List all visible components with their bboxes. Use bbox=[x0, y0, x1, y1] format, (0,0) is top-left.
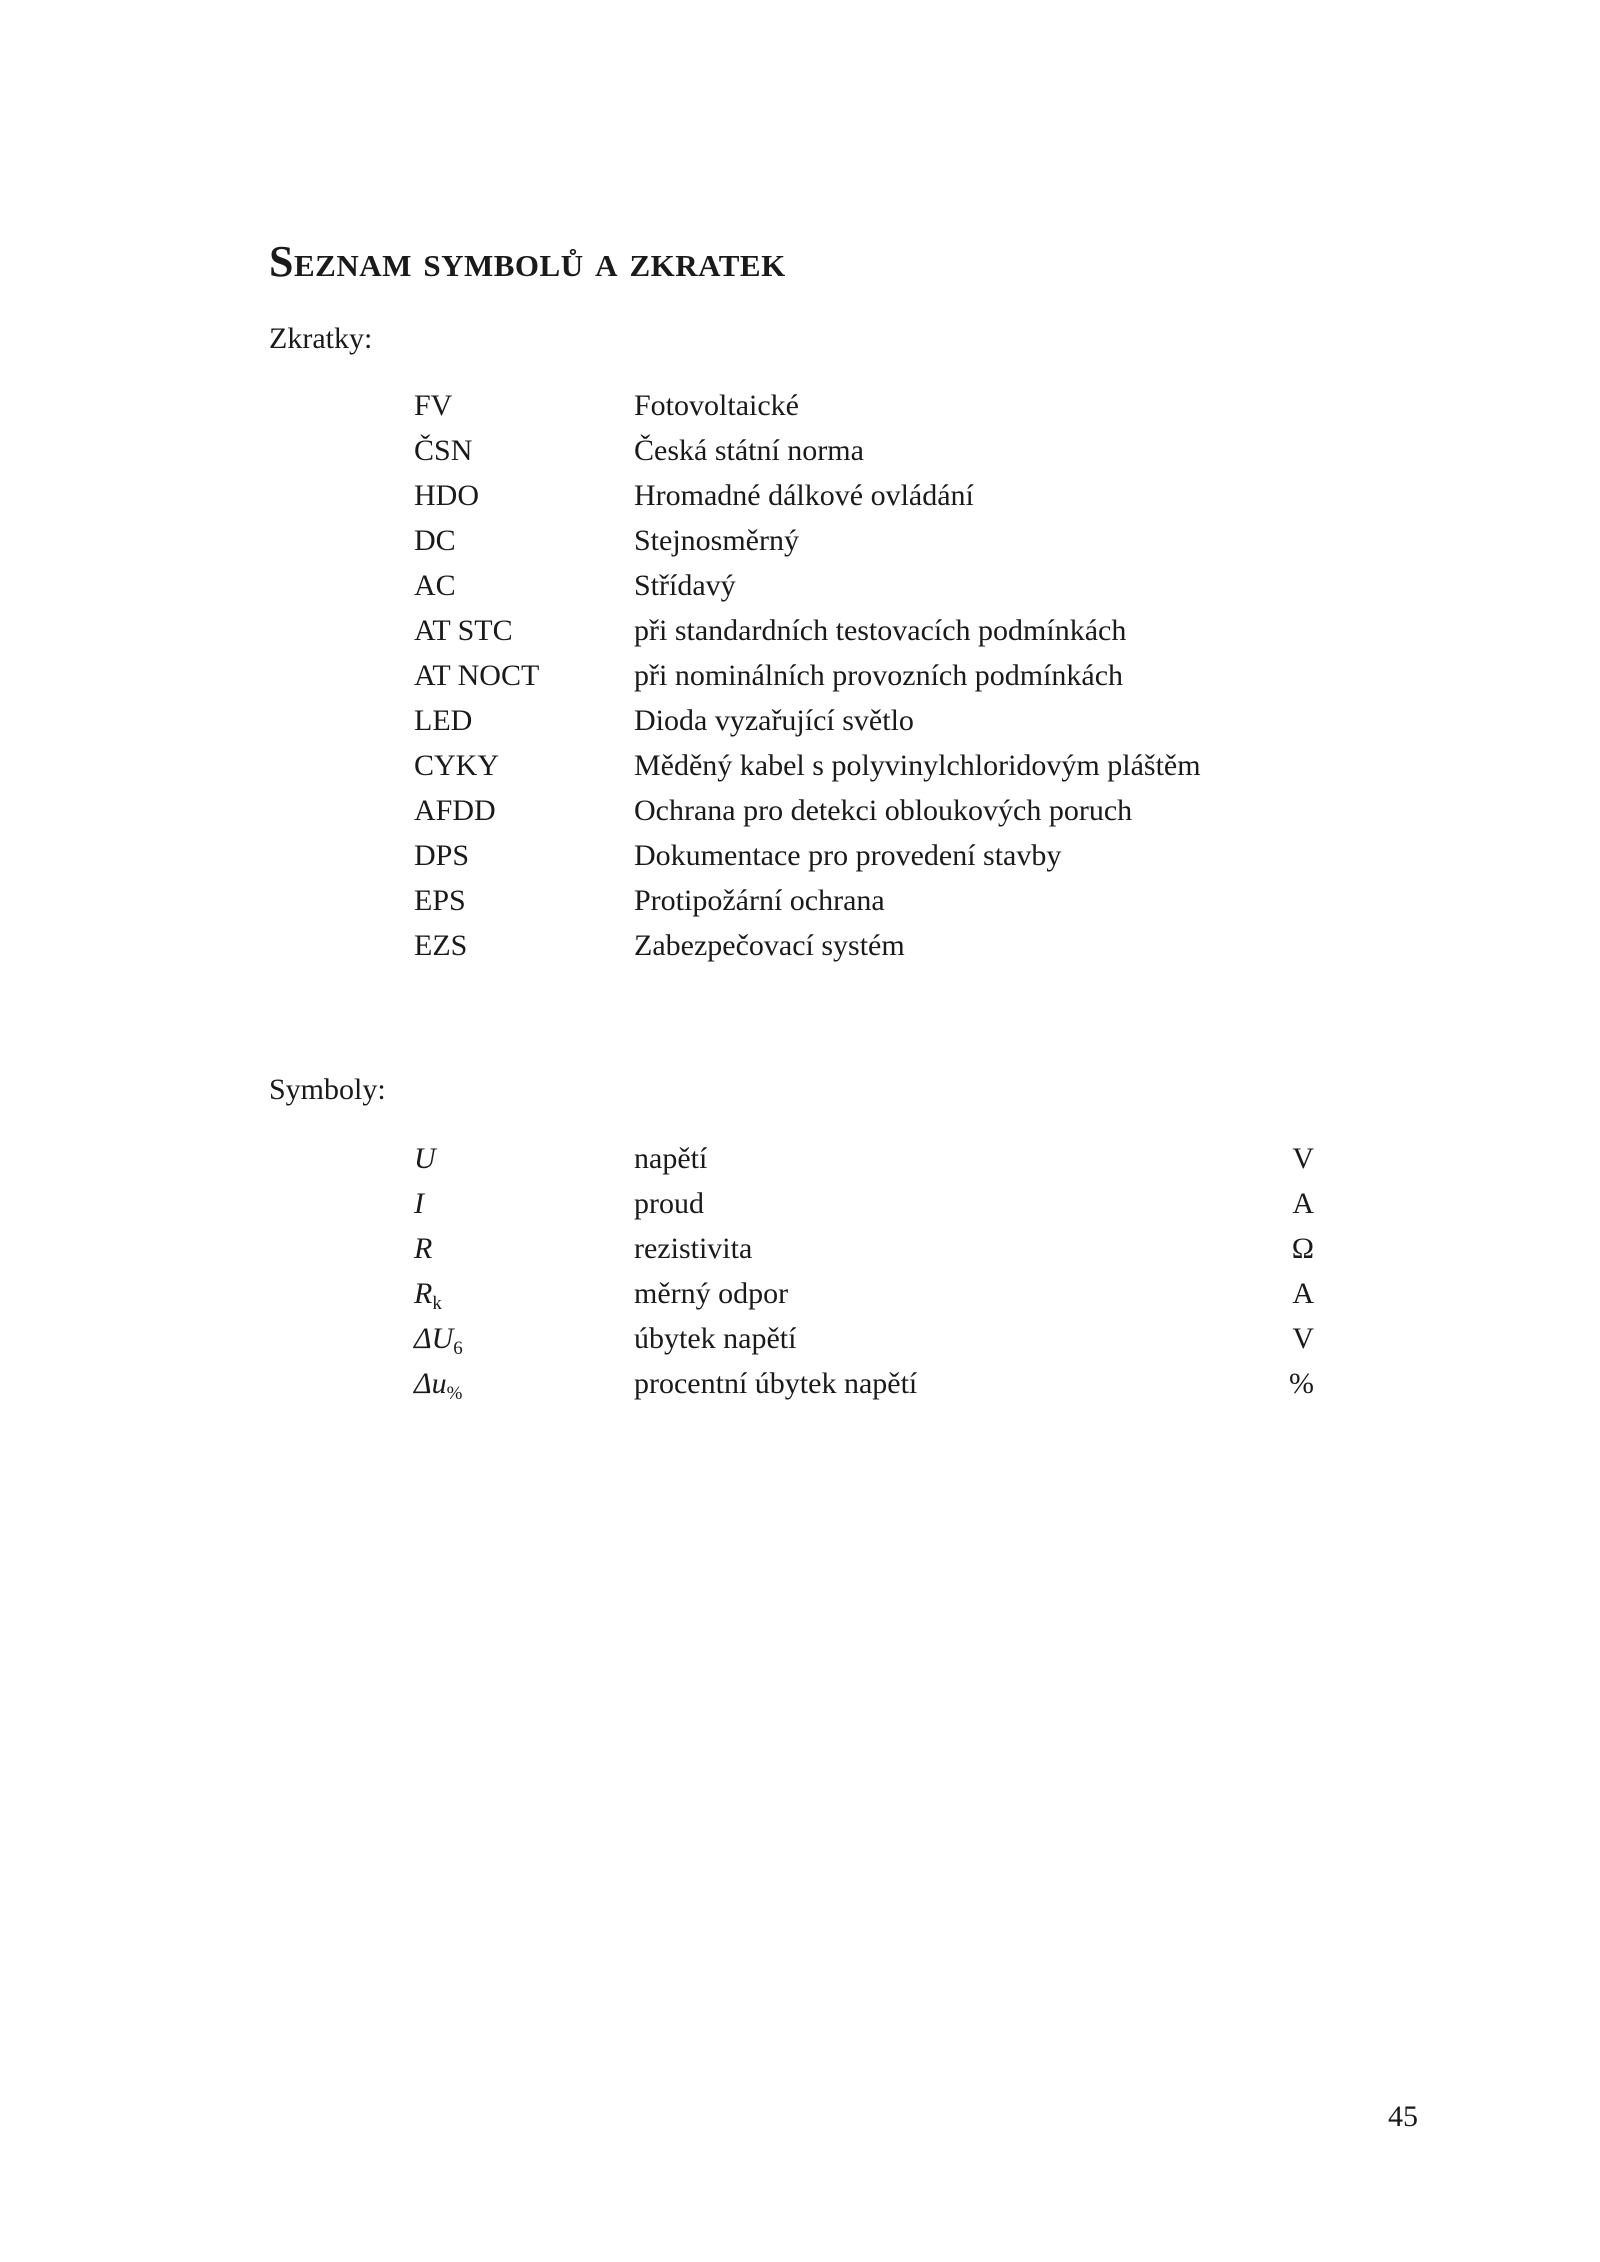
symbol-base: Δu bbox=[414, 1367, 447, 1400]
abbreviation: ČSN bbox=[414, 434, 473, 467]
symbol-unit: Ω bbox=[1291, 1232, 1314, 1265]
abbreviation-row bbox=[414, 833, 1314, 878]
symbol-meaning: procentní úbytek napětí bbox=[634, 1367, 918, 1400]
abbreviation: LED bbox=[414, 704, 473, 737]
symbol-row bbox=[414, 1271, 1314, 1316]
symbol-meaning: rezistivita bbox=[634, 1232, 753, 1265]
abbreviation: EPS bbox=[414, 884, 466, 917]
abbreviation-meaning: Zabezpečovací systém bbox=[634, 929, 905, 962]
symbol-row bbox=[414, 1226, 1314, 1271]
abbreviation-row bbox=[414, 608, 1314, 653]
page-number: 45 bbox=[1388, 2100, 1418, 2133]
symbol-unit: % bbox=[1289, 1367, 1314, 1400]
abbreviation-row bbox=[414, 698, 1314, 743]
symbol bbox=[414, 1181, 424, 1226]
abbreviation-row bbox=[414, 473, 1314, 518]
abbreviation: CYKY bbox=[414, 749, 500, 782]
symbol-base: I bbox=[414, 1187, 424, 1220]
symbol-base: R bbox=[414, 1232, 433, 1265]
abbreviations-list bbox=[414, 383, 1314, 968]
symbol-meaning: úbytek napětí bbox=[634, 1322, 797, 1355]
abbreviation-row bbox=[414, 518, 1314, 563]
abbreviation-meaning: Stejnosměrný bbox=[634, 524, 799, 557]
symbol bbox=[414, 1136, 436, 1181]
abbreviation-meaning: Fotovoltaické bbox=[634, 389, 799, 422]
symbol-unit: A bbox=[1292, 1277, 1314, 1310]
symbol-unit: V bbox=[1292, 1142, 1314, 1175]
symbols-list bbox=[414, 1136, 1314, 1406]
abbreviation: AFDD bbox=[414, 794, 496, 827]
abbreviation-meaning: Hromadné dálkové ovládání bbox=[634, 479, 974, 512]
symbol-base: ΔU bbox=[414, 1322, 454, 1355]
abbreviation-meaning: při nominálních provozních podmínkách bbox=[634, 659, 1124, 692]
abbreviation-meaning: Měděný kabel s polyvinylchloridovým pláštěm bbox=[634, 749, 1201, 782]
abbreviation-row bbox=[414, 428, 1314, 473]
abbreviations-label: Zkratky: bbox=[269, 322, 373, 355]
symbol-row bbox=[414, 1316, 1314, 1361]
symbol-subscript: 6 bbox=[453, 1338, 463, 1359]
symbol-base: U bbox=[414, 1142, 436, 1175]
abbreviation-meaning: Ochrana pro detekci obloukových poruch bbox=[634, 794, 1133, 827]
abbreviation-meaning: Střídavý bbox=[634, 569, 736, 602]
abbreviation-meaning: Dioda vyzařující světlo bbox=[634, 704, 914, 737]
symbol-meaning: měrný odpor bbox=[634, 1277, 789, 1310]
abbreviation-row bbox=[414, 563, 1314, 608]
abbreviation-row bbox=[414, 383, 1314, 428]
symbol bbox=[414, 1226, 432, 1271]
abbreviation: HDO bbox=[414, 479, 479, 512]
abbreviation: DPS bbox=[414, 839, 470, 872]
abbreviation: AT STC bbox=[414, 614, 513, 647]
abbreviation-row bbox=[414, 923, 1314, 968]
symbol-unit: V bbox=[1292, 1322, 1314, 1355]
symbol-row bbox=[414, 1361, 1314, 1406]
symbol-row bbox=[414, 1181, 1314, 1226]
page-title: Seznam symbolů a zkratek bbox=[269, 237, 786, 286]
abbreviation-meaning: Česká státní norma bbox=[634, 434, 864, 467]
abbreviation-row bbox=[414, 653, 1314, 698]
abbreviation-meaning: při standardních testovacích podmínkách bbox=[634, 614, 1127, 647]
symbol-meaning: napětí bbox=[634, 1142, 708, 1175]
abbreviation-meaning: Protipožární ochrana bbox=[634, 884, 885, 917]
abbreviation-meaning: Dokumentace pro provedení stavby bbox=[634, 839, 1062, 872]
symbol-unit: A bbox=[1292, 1187, 1314, 1220]
symbol-base: R bbox=[414, 1277, 433, 1310]
abbreviation: AT NOCT bbox=[414, 659, 540, 692]
abbreviation: EZS bbox=[414, 929, 468, 962]
abbreviation-row bbox=[414, 878, 1314, 923]
symbol bbox=[414, 1361, 462, 1416]
abbreviation-row bbox=[414, 743, 1314, 788]
symbols-label: Symboly: bbox=[269, 1073, 386, 1106]
symbol-subscript: k bbox=[432, 1293, 442, 1314]
abbreviation: DC bbox=[414, 524, 456, 557]
abbreviation-row bbox=[414, 788, 1314, 833]
abbreviation: FV bbox=[414, 389, 453, 422]
symbol-row bbox=[414, 1136, 1314, 1181]
symbol-meaning: proud bbox=[634, 1187, 704, 1220]
symbol-subscript: % bbox=[446, 1383, 463, 1404]
abbreviation: AC bbox=[414, 569, 456, 602]
